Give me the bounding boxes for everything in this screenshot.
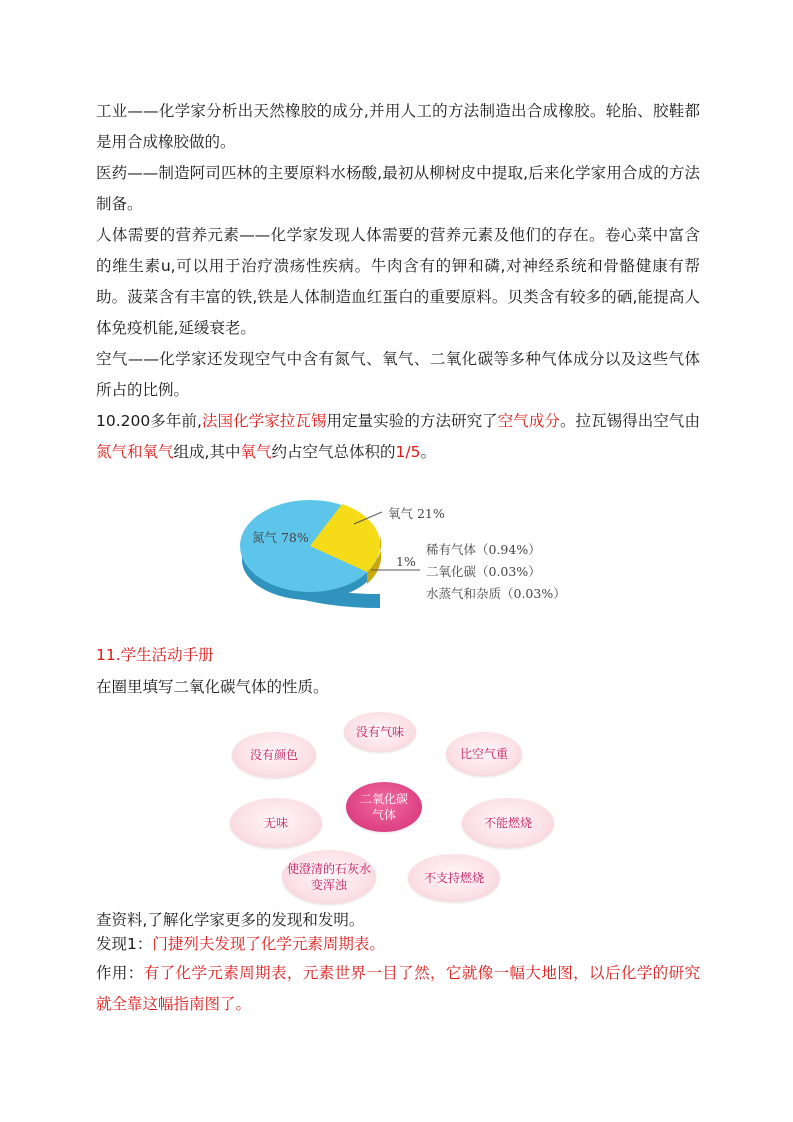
pie-label-water: 水蒸气和杂质（0.03%） [426, 586, 566, 601]
discovery-label: 发现1： [96, 935, 153, 953]
q10-answer-chemist: 法国化学家拉瓦锡 [201, 412, 327, 430]
bubble-no-color: 没有颜色 [232, 732, 316, 778]
research-discovery [96, 932, 700, 956]
air-composition-pie-chart [230, 488, 590, 608]
pie-label-nitrogen: 氮气 78% [252, 530, 309, 545]
bubble-non-flammable: 不能燃烧 [462, 798, 554, 848]
pie-label-co2: 二氧化碳（0.03%） [426, 564, 541, 579]
bubble-no-combustion: 不支持燃烧 [408, 854, 500, 902]
bubble-tasteless: 无味 [230, 798, 322, 848]
paragraph-nutrition: 人体需要的营养元素——化学家发现人体需要的营养元素及他们的存在。卷心菜中富含的维生素u,可以用于治疗溃疡性疾病。牛肉含有的钾和磷,对神经系统和骨骼健康有帮助。菠菜含有丰富的铁,铁是人体制造血红蛋白的重要原料。贝类含有较多的硒,能提高人体免疫机能,延缓衰老。 [96, 226, 700, 337]
q10-text-3: 。拉瓦锡得出空气由 [559, 412, 700, 430]
bubble-no-smell: 没有气味 [344, 712, 416, 752]
q10-text-6: 。 [420, 443, 436, 461]
bubble-co2-center: 二氧化碳 气体 [346, 782, 422, 832]
q10-text-4: 组成,其中 [173, 443, 241, 461]
pie-label-oxygen: 氧气 21% [388, 506, 445, 521]
effect-label: 作用： [96, 964, 144, 982]
paragraph-medicine: 医药——制造阿司匹林的主要原料水杨酸,最初从柳树皮中提取,后来化学家用合成的方法制备。 [96, 164, 700, 213]
effect-text: 有了化学元素周期表，元素世界一目了然，它就像一幅大地图，以后化学的研究就全靠这幅指南图了。 [96, 964, 700, 1013]
question-11-instruction: 在圈里填写二氧化碳气体的性质。 [96, 678, 329, 696]
paragraph-industry: 工业——化学家分析出天然橡胶的成分,并用人工的方法制造出合成橡胶。轮胎、胶鞋都是用合成橡胶做的。 [96, 102, 700, 151]
pie-label-other: 1% [396, 554, 416, 569]
pie-label-rare-gases: 稀有气体（0.94%） [426, 542, 541, 557]
question-10 [96, 406, 700, 468]
q10-answer-air: 空气成分 [497, 412, 560, 430]
paragraph-air: 空气——化学家还发现空气中含有氮气、氧气、二氧化碳等多种气体成分以及这些气体所占的比例。 [96, 350, 700, 399]
q10-text-2: 用定量实验的方法研究了 [326, 412, 498, 430]
question-11-heading: 11.学生活动手册 [96, 646, 214, 664]
q10-answer-oxygen: 氧气 [240, 443, 272, 461]
research-intro: 查资料,了解化学家更多的发现和发明。 [96, 911, 365, 929]
q10-answer-gases: 氮气和氧气 [96, 443, 174, 461]
bubble-limewater: 使澄清的石灰水 变浑浊 [282, 850, 376, 904]
bubble-heavier-than-air: 比空气重 [446, 732, 522, 776]
q10-text-5: 约占空气总体积的 [271, 443, 396, 461]
discovery-text: 门捷列夫发现了化学元素周期表。 [152, 935, 385, 953]
q10-text-1: 10.200多年前, [96, 412, 202, 430]
q10-answer-fraction: 1/5 [395, 443, 421, 461]
research-effect [96, 958, 700, 1020]
co2-properties-diagram [226, 712, 576, 908]
